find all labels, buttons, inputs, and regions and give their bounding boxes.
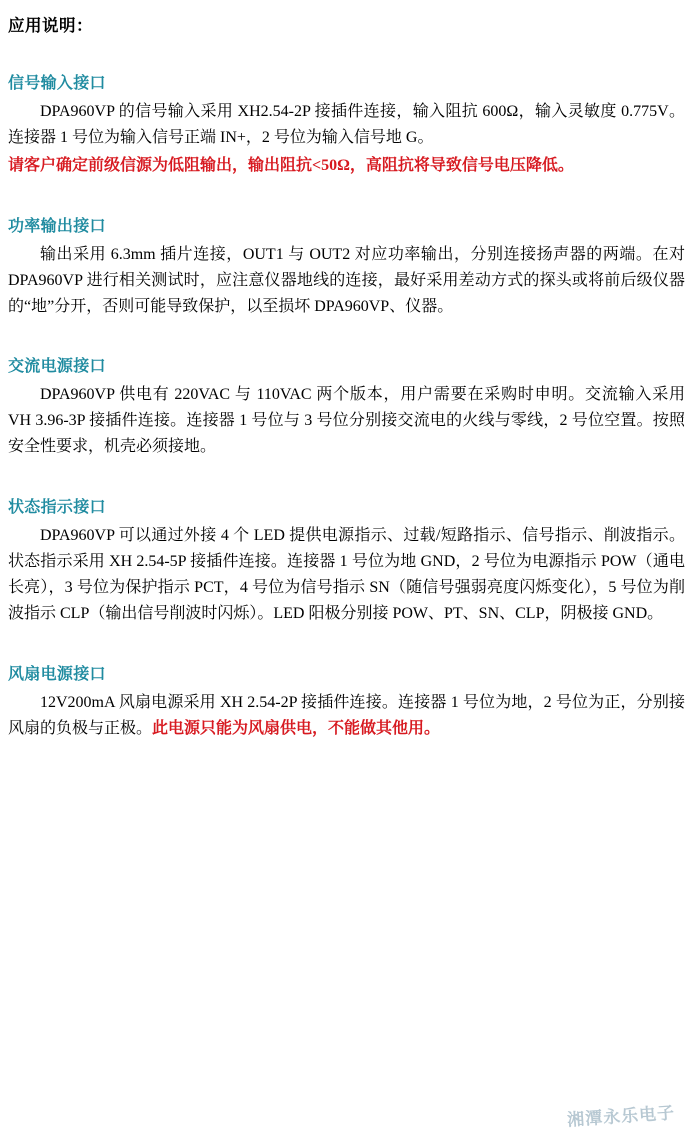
section-paragraph-text: 12V200mA 风扇电源采用 XH 2.54-2P 接插件连接。连接器 1 号位为地，2 号位为正，分别接风扇的负极与正极。 <box>8 693 685 737</box>
section-paragraph: DPA960VP 可以通过外接 4 个 LED 提供电源指示、过载/短路指示、信号指示、削波指示。状态指示采用 XH 2.54-5P 接插件连接。连接器 1 号位为地 GND，2 号位为电源指示 POW（通电长亮），3 号位为保护指示 PCT，4 号位为信号指示 SN（随信号强弱亮度闪烁变化），5 号位为削波指示 CLP（输出信号削波时闪烁）。LED 阳极分别接 POW、PT、SN、CLP，阴极接 GND。 <box>8 527 685 622</box>
section-heading: 风扇电源接口 <box>8 665 106 683</box>
section-fan-power <box>8 661 685 742</box>
section-signal-input <box>8 70 685 179</box>
section-heading: 交流电源接口 <box>8 358 106 376</box>
section-status-indicator <box>8 494 685 627</box>
section-paragraph: 输出采用 6.3mm 插片连接，OUT1 与 OUT2 对应功率输出，分别连接扬声器的两端。在对 DPA960VP 进行相关测试时，应注意仪器地线的连接，最好采用差动方式的探头或将前后级仪器的“地”分开，否则可能导致保护，以至损坏 DPA960VP、仪器。 <box>8 245 685 315</box>
section-heading: 信号输入接口 <box>8 75 106 92</box>
section-paragraph: DPA960VP 供电有 220VAC 与 110VAC 两个版本，用户需要在采购时申明。交流输入采用 VH 3.96-3P 接插件连接。连接器 1 号位与 3 号位分别接交流电的火线与零线，2 号位空置。按照安全性要求，机壳必须接地。 <box>8 386 685 456</box>
section-paragraph: DPA960VP 的信号输入采用 XH2.54-2P 接插件连接，输入阻抗 600Ω，输入灵敏度 0.775V。连接器 1 号位为输入信号正端 IN+，2 号位为输入信号地 G。 <box>8 103 685 146</box>
section-warning: 请客户确定前级信源为低阻输出，输出阻抗<50Ω，高阻抗将导致信号电压降低。 <box>8 156 574 174</box>
section-heading: 功率输出接口 <box>8 217 106 235</box>
document-page <box>0 12 693 1143</box>
section-inline-warning: 此电源只能为风扇供电，不能做其他用。 <box>152 719 441 737</box>
section-paragraph <box>8 690 685 742</box>
section-heading: 状态指示接口 <box>8 499 106 517</box>
section-power-output <box>8 213 685 320</box>
watermark: 湘潭永乐电子 <box>566 1103 676 1130</box>
section-ac-power <box>8 353 685 460</box>
page-title: 应用说明： <box>8 16 93 35</box>
